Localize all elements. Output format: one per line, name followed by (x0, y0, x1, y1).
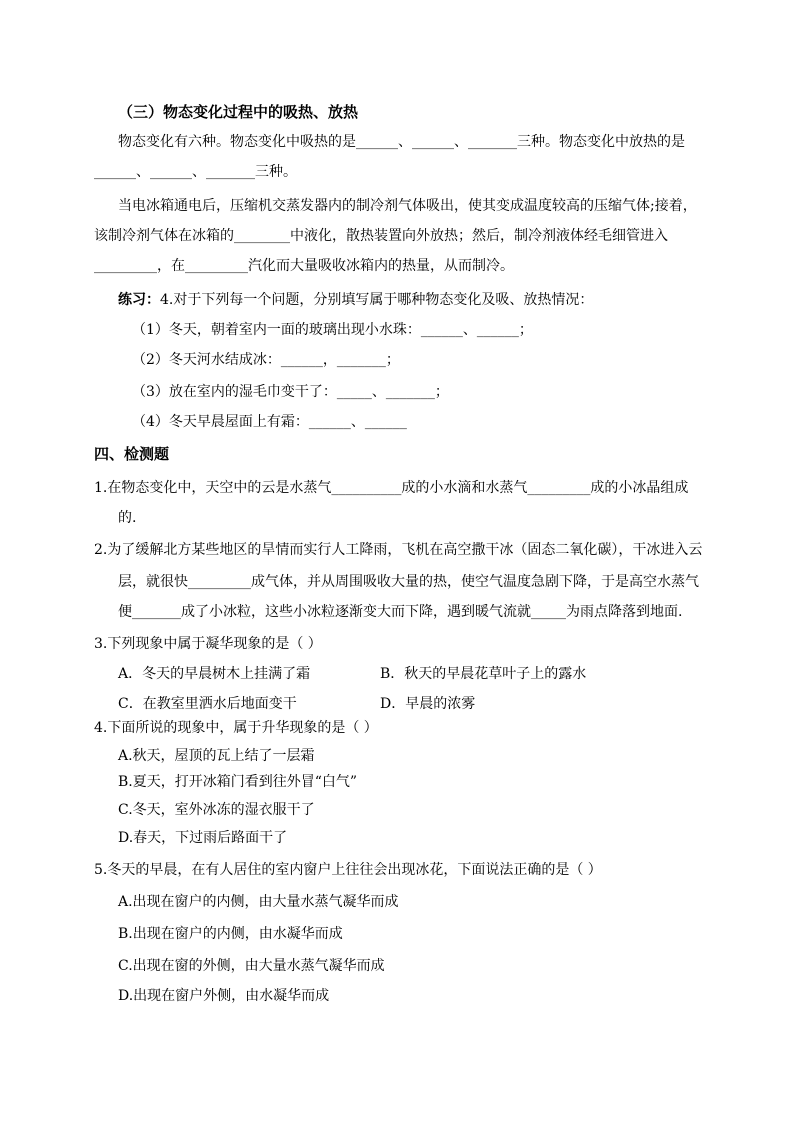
q4-stem: 4.下面所说的现象中，属于升华现象的是（ ） (94, 720, 378, 736)
q2-line1: 2.为了缓解北方某些地区的旱情而实行人工降雨，飞机在高空撒干冰（固态二氧化碳），干冰进入云 (94, 542, 703, 558)
q5-option-b: B.出现在窗户的内侧，由水凝华而成 (118, 926, 343, 942)
section-3-heading: （三）物态变化过程中的吸热、放热 (118, 103, 359, 121)
q3-stem: 3.下列现象中属于凝华现象的是（ ） (94, 636, 322, 652)
practice-item-1: （1）冬天，朝着室内一面的玻璃出现小水珠：______、______； (132, 322, 533, 338)
q5-option-c: C.出现在窗的外侧，由大量水蒸气凝华而成 (118, 958, 385, 974)
q1-line1: 1.在物态变化中，天空中的云是水蒸气__________成的小水滴和水蒸气_________成的小冰晶组成 (94, 480, 689, 496)
section-4-heading: 四、检测题 (94, 445, 170, 463)
practice-item-4: （4）冬天早晨屋面上有霜：______、______ (132, 414, 407, 430)
practice-line (118, 290, 593, 310)
q2-line2: 层，就很快_________成气体，并从周围吸收大量的热，使空气温度急剧下降，于是高空水蒸气 (118, 574, 699, 590)
q4-option-b: B.夏天，打开冰箱门看到往外冒“白气” (118, 774, 358, 790)
q3-option-b: B．秋天的早晨花草叶子上的露水 (380, 666, 587, 682)
q4-option-c: C.冬天，室外冰冻的湿衣服干了 (118, 802, 315, 818)
practice-intro: 4.对于下列每一个问题，分别填写属于哪种物态变化及吸、放热情况： (160, 292, 594, 308)
q3-option-c: C．在教室里洒水后地面变干 (118, 696, 297, 712)
q1-line2: 的. (118, 510, 137, 526)
practice-item-2: （2）冬天河水结成冰：______，_______； (132, 352, 400, 368)
section-3-para2-line1: 当电冰箱通电后，压缩机交蒸发器内的制冷剂气体吸出，使其变成温度较高的压缩气体;接着， (118, 198, 697, 214)
practice-label: 练习： (118, 292, 160, 308)
q5-option-a: A.出现在窗户的内侧，由大量水蒸气凝华而成 (118, 894, 399, 910)
q4-option-a: A.秋天，屋顶的瓦上结了一层霜 (118, 748, 315, 764)
section-3-para2-line3: _________，在_________汽化而大量吸收冰箱内的热量，从而制冷。 (94, 258, 514, 274)
practice-item-3: （3）放在室内的湿毛巾变干了：_____、_______； (132, 384, 449, 400)
q5-option-d: D.出现在窗户外侧，由水凝华而成 (118, 988, 330, 1004)
section-3-para1-line2: ______、______、_______三种。 (94, 164, 297, 180)
section-3-para2-line2: 该制冷剂气体在冰箱的________中液化，散热装置向外放热；然后，制冷剂液体经毛细管进入 (94, 228, 668, 244)
q4-option-d: D.春天，下过雨后路面干了 (118, 830, 288, 846)
q3-option-a: A．冬天的早晨树木上挂满了霜 (118, 666, 311, 682)
section-3-para1-line1: 物态变化有六种。物态变化中吸热的是______、______、_______三种。物态变化中放热的是 (118, 134, 685, 150)
q3-option-d: D．早晨的浓雾 (380, 696, 476, 712)
q5-stem: 5.冬天的早晨，在有人居住的室内窗户上往往会出现冰花，下面说法正确的是（ ） (94, 862, 602, 878)
q2-line3: 便_______成了小冰粒，这些小冰粒逐渐变大而下降，遇到暖气流就_____为雨点降落到地面. (118, 604, 683, 620)
